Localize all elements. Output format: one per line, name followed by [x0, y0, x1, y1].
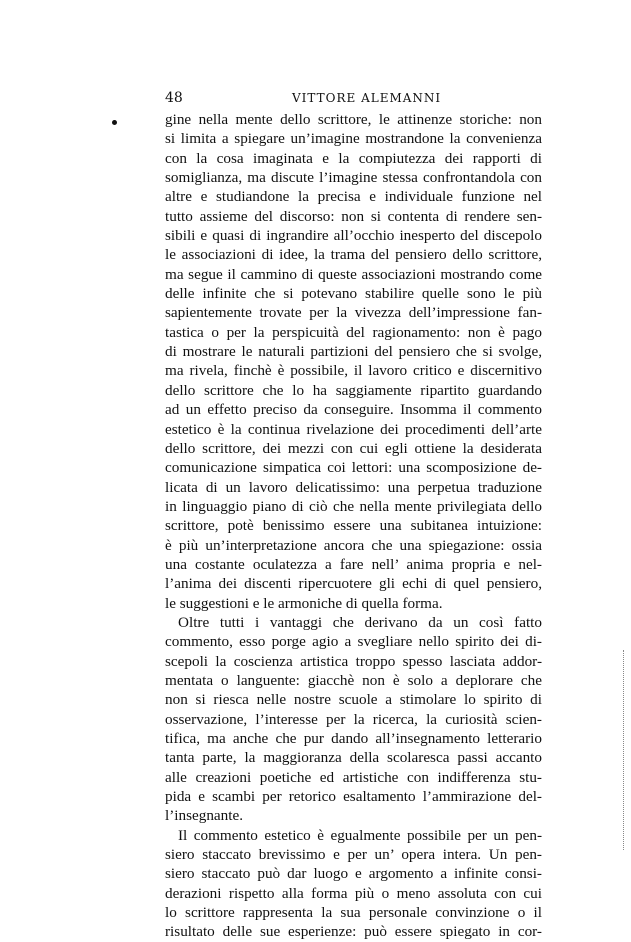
text-line: siero staccato può dar luogo e argomento a infinite consi- [165, 865, 542, 883]
text-line: comunicazione simpatica coi lettori: una scomposizione de- [165, 459, 542, 477]
margin-dot [112, 120, 117, 125]
page-header [165, 90, 542, 106]
text-line: dello scrittore, dei mezzi con cui egli ottiene la desiderata [165, 439, 542, 457]
text-line: Oltre tutti i vantaggi che derivano da un così fatto [178, 613, 542, 631]
text-line: somiglianza, ma discute l’imagine stessa confrontandola con [165, 169, 542, 187]
text-line: licata di un lavoro delicatissimo: una perpetua traduzione [165, 478, 542, 496]
text-line: delle infinite che si potevano stabilire quelle sono le più [165, 285, 542, 303]
text-line: pida e scambi per retorico esaltamento l’ammirazione del- [165, 788, 542, 806]
text-line: l’anima dei discenti ripercuotere gli echi di quel pensiero, [165, 575, 542, 593]
text-line: mentata o languente: giacchè non è solo a deplorare che [165, 671, 542, 689]
text-line: dello scrittore che lo ha saggiamente ripartito guardando [165, 381, 542, 399]
text-line: Il commento estetico è egualmente possibile per un pen- [178, 826, 542, 844]
text-line: altre e studiandone la precisa e individuale funzione nel [165, 188, 542, 206]
text-line: derazioni rispetto alla forma più o meno assoluta con cui [165, 884, 542, 902]
text-line: sibili e quasi di ingrandire all’occhio inesperto del discepolo [165, 227, 542, 245]
text-line: estetico è la continua rivelazione dei procedimenti dell’arte [165, 420, 542, 438]
text-line: commento, esso porge agio a svegliare nello spirito dei di- [165, 633, 542, 651]
text-line: tastica o per la perspicuità del ragionamento: non è pago [165, 323, 542, 341]
text-line: gine nella mente dello scrittore, le attinenze storiche: non [165, 111, 542, 128]
text-line: lo scrittore rappresenta la sua personale convinzione o il [165, 904, 542, 922]
text-line: una costante oculatezza a fare nell’ anima propria e nel- [165, 555, 542, 573]
text-line: scepoli la coscienza artistica troppo spesso lasciata addor- [165, 652, 542, 670]
text-line: alle creazioni poetiche ed artistiche con indifferenza stu- [165, 768, 542, 786]
text-line: sapientemente trovate per la vivezza dell’impressione fan- [165, 304, 542, 322]
text-line: siero staccato brevissimo e per un’ opera intera. Un pen- [165, 846, 542, 864]
text-line: l’insegnante. [165, 807, 244, 825]
page-edge-shadow [623, 650, 626, 850]
text-line: tutto assieme del discorso: non si contenta di rendere sen- [165, 207, 542, 225]
text-line: con la cosa imaginata e la compiutezza dei rapporti di [165, 149, 542, 167]
text-line: è più un’interpretazione ancora che una spiegazione: ossia [165, 536, 542, 554]
text-line: si limita a spiegare un’imagine mostrandone la convenienza [165, 130, 542, 148]
text-line: scrittore, potè benissimo essere una subitanea intuizione: [165, 517, 542, 535]
page-number: 48 [165, 90, 183, 106]
text-line: tifica, ma anche che pur dando all’insegnamento letterario [165, 730, 542, 747]
running-title: VITTORE ALEMANNI [292, 91, 442, 105]
text-line: di mostrare le naturali partizioni del pensiero che si svolge, [165, 343, 542, 361]
text-line: osservazione, l’interesse per la ricerca, la curiosità scien- [165, 710, 542, 728]
text-line: ma rivela, finchè è possibile, il lavoro critico e discernitivo [165, 362, 542, 380]
text-line: non si riesca nelle nostre scuole a stimolare lo spirito di [165, 691, 542, 709]
text-line: le suggestioni e le armoniche di quella forma. [165, 594, 443, 612]
text-line: in linguaggio piano di ciò che nella mente privilegiata dello [165, 497, 542, 515]
text-line: ma segue il cammino di queste associazioni mostrando come [165, 265, 542, 283]
text-line: risultato delle sue esperienze: può essere spiegato in cor- [165, 923, 542, 941]
body-text [165, 110, 542, 942]
text-line: le associazioni di idee, la trama del pensiero dello scrittore, [165, 246, 542, 264]
text-line: ad un effetto preciso da conseguire. Insomma il commento [165, 401, 542, 419]
text-line: tanta parte, la maggioranza della scolaresca passi accanto [165, 749, 542, 767]
